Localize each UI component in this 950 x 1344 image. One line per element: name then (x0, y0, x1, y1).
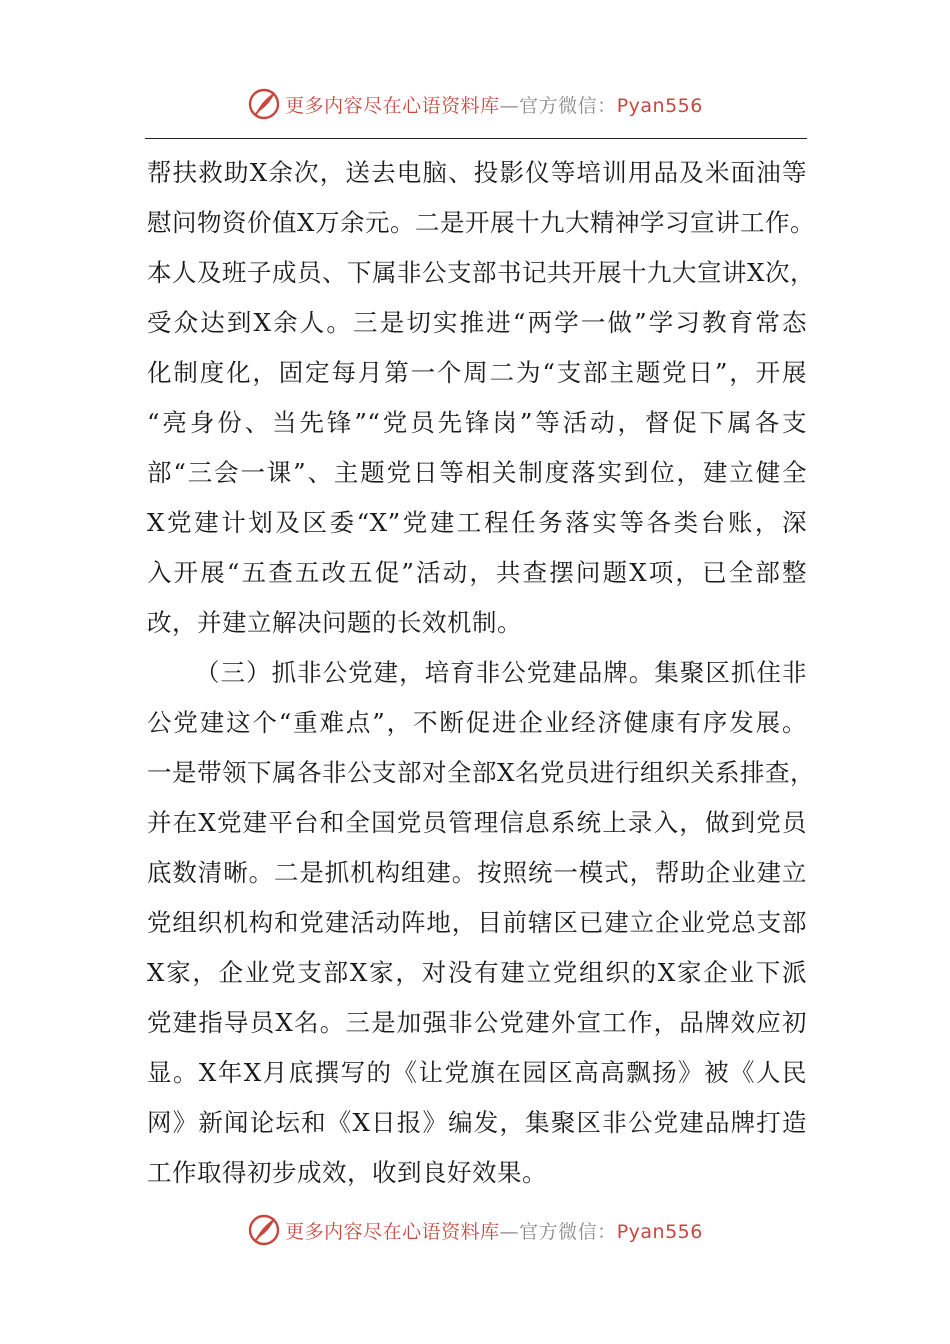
separator: — (499, 94, 520, 117)
watermark-text (285, 1217, 703, 1244)
text-line: 公党建这个“重难点”，不断促进企业经济健康有序发展。 (147, 708, 807, 737)
text-line: X家，企业党支部X家，对没有建立党组织的X家企业下派 (147, 958, 807, 987)
text-line: 底数清晰。二是抓机构组建。按照统一模式，帮助企业建立 (147, 858, 807, 887)
separator: — (499, 1220, 520, 1243)
quill-logo-icon (247, 1213, 281, 1247)
section-heading-line: （三）抓非公党建，培育非公党建品牌。集聚区抓住非 (195, 658, 807, 687)
text-line: 并在X党建平台和全国党员管理信息系统上录入，做到党员 (147, 808, 807, 837)
text-line: 网》新闻论坛和《X日报》编发，集聚区非公党建品牌打造 (147, 1108, 807, 1137)
text-line: 部“三会一课”、主题党日等相关制度落实到位，建立健全 (147, 458, 807, 487)
header-divider (145, 138, 807, 139)
document-body (147, 148, 815, 1198)
text-line: 显。X年X月底撰写的《让党旗在园区高高飘扬》被《人民 (147, 1058, 807, 1087)
header-watermark (0, 84, 950, 124)
text-line: 受众达到X余人。三是切实推进“两学一做”学习教育常态 (147, 308, 807, 337)
text-line: 帮扶救助X余次，送去电脑、投影仪等培训用品及米面油等 (147, 158, 807, 187)
text-line: 本人及班子成员、下属非公支部书记共开展十九大宣讲X次， (147, 258, 815, 287)
text-line: 入开展“五查五改五促”活动，共查摆问题X项，已全部整 (147, 558, 807, 587)
quill-logo-icon (247, 87, 281, 121)
text-line: 慰问物资价值X万余元。二是开展十九大精神学习宣讲工作。 (147, 208, 815, 237)
site-name: 更多内容尽在心语资料库 (285, 94, 500, 117)
text-line: 化制度化，固定每月第一个周二为“支部主题党日”，开展 (147, 358, 807, 387)
text-line: X党建计划及区委“X”党建工程任务落实等各类台账，深 (147, 508, 807, 537)
site-name: 更多内容尽在心语资料库 (285, 1220, 500, 1243)
watermark-text (285, 91, 703, 118)
text-line: 改，并建立解决问题的长效机制。 (147, 608, 522, 637)
channel-label: 官方微信： (519, 94, 617, 117)
wechat-account: Pyan556 (616, 94, 703, 117)
channel-label: 官方微信： (519, 1220, 617, 1243)
text-line: 党建指导员X名。三是加强非公党建外宣工作，品牌效应初 (147, 1008, 807, 1037)
text-line: 工作取得初步成效，收到良好效果。 (147, 1158, 547, 1187)
wechat-account: Pyan556 (616, 1220, 703, 1243)
footer-watermark (0, 1210, 950, 1250)
text-line: “亮身份、当先锋”“党员先锋岗”等活动，督促下属各支 (147, 408, 807, 437)
text-line: 一是带领下属各非公支部对全部X名党员进行组织关系排查， (147, 758, 815, 787)
text-line: 党组织机构和党建活动阵地，目前辖区已建立企业党总支部 (147, 908, 807, 937)
